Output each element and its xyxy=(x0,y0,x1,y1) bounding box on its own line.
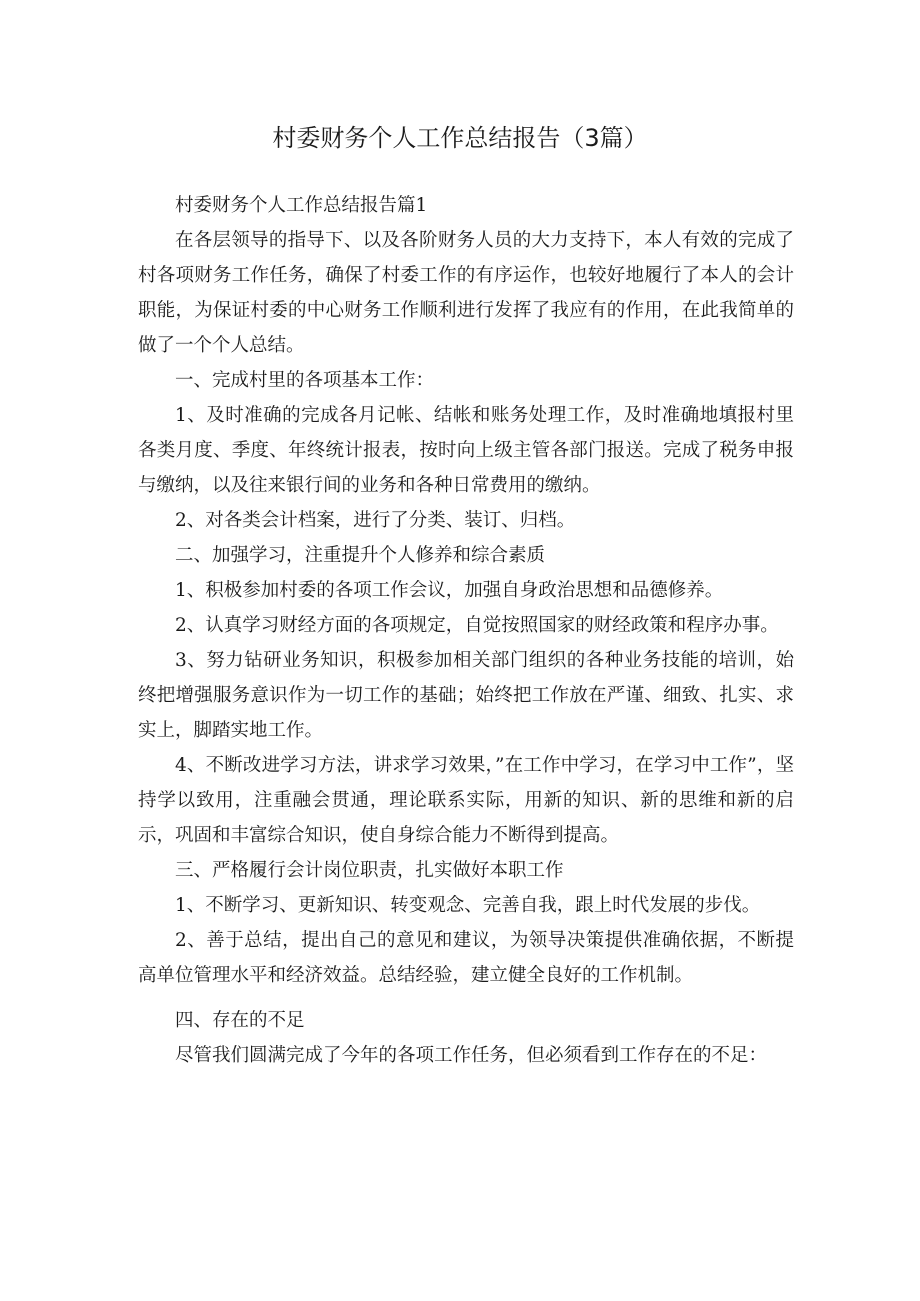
paragraph-study-4: 4、不断改进学习方法，讲求学习效果，”在工作中学习，在学习中工作”，坚持学以致用，注重融会贯通，理论联系实际，用新的知识、新的思维和新的启示，巩固和丰富综合知识，使自身综合能力不断得到提高。 xyxy=(138,755,794,846)
paragraph-study-2: 2、认真学习财经方面的各项规定，自觉按照国家的财经政策和程序办事。 xyxy=(175,615,779,636)
paragraph-duties-1: 1、不断学习、更新知识、转变观念、完善自我，跟上时代发展的步伐。 xyxy=(175,895,761,916)
document-body xyxy=(138,188,794,1073)
paragraph-basic-work-2: 2、对各类会计档案，进行了分类、装订、归档。 xyxy=(175,510,576,531)
document-title: 村委财务个人工作总结报告（3篇） xyxy=(272,124,648,152)
paragraph-duties-2: 2、善于总结，提出自己的意见和建议，为领导决策提供准确依据，不断提高单位管理水平和经济效益。总结经验，建立健全良好的工作机制。 xyxy=(138,930,794,986)
paragraph-shortcomings: 尽管我们圆满完成了今年的各项工作任务，但必须看到工作存在的不足： xyxy=(175,1045,768,1066)
paragraph-basic-work-1: 1、及时准确的完成各月记帐、结帐和账务处理工作，及时准确地填报村里各类月度、季度、年终统计报表，按时向上级主管各部门报送。完成了税务申报与缴纳，以及往来银行间的业务和各种日常费用的缴纳。 xyxy=(138,405,794,496)
paragraph-study-1: 1、积极参加村委的各项工作会议，加强自身政治思想和品德修养。 xyxy=(175,580,724,601)
section-heading-basic-work: 一、完成村里的各项基本工作： xyxy=(175,370,435,391)
intro-paragraph: 在各层领导的指导下、以及各阶财务人员的大力支持下，本人有效的完成了村各项财务工作任务，确保了村委工作的有序运作，也较好地履行了本人的会计职能，为保证村委的中心财务工作顺利进行发挥了我应有的作用，在此我简单的做了一个个人总结。 xyxy=(138,230,794,356)
paragraph-study-3: 3、努力钻研业务知识，积极参加相关部门组织的各种业务技能的培训，始终把增强服务意识作为一切工作的基础；始终把工作放在严谨、细致、扎实、求实上，脚踏实地工作。 xyxy=(138,650,794,741)
section-heading-study: 二、加强学习，注重提升个人修养和综合素质 xyxy=(175,545,546,566)
section-heading-shortcomings: 四、存在的不足 xyxy=(175,1010,305,1031)
section-heading-part-1: 村委财务个人工作总结报告篇1 xyxy=(175,195,428,216)
section-heading-duties: 三、严格履行会计岗位职责，扎实做好本职工作 xyxy=(175,860,564,881)
